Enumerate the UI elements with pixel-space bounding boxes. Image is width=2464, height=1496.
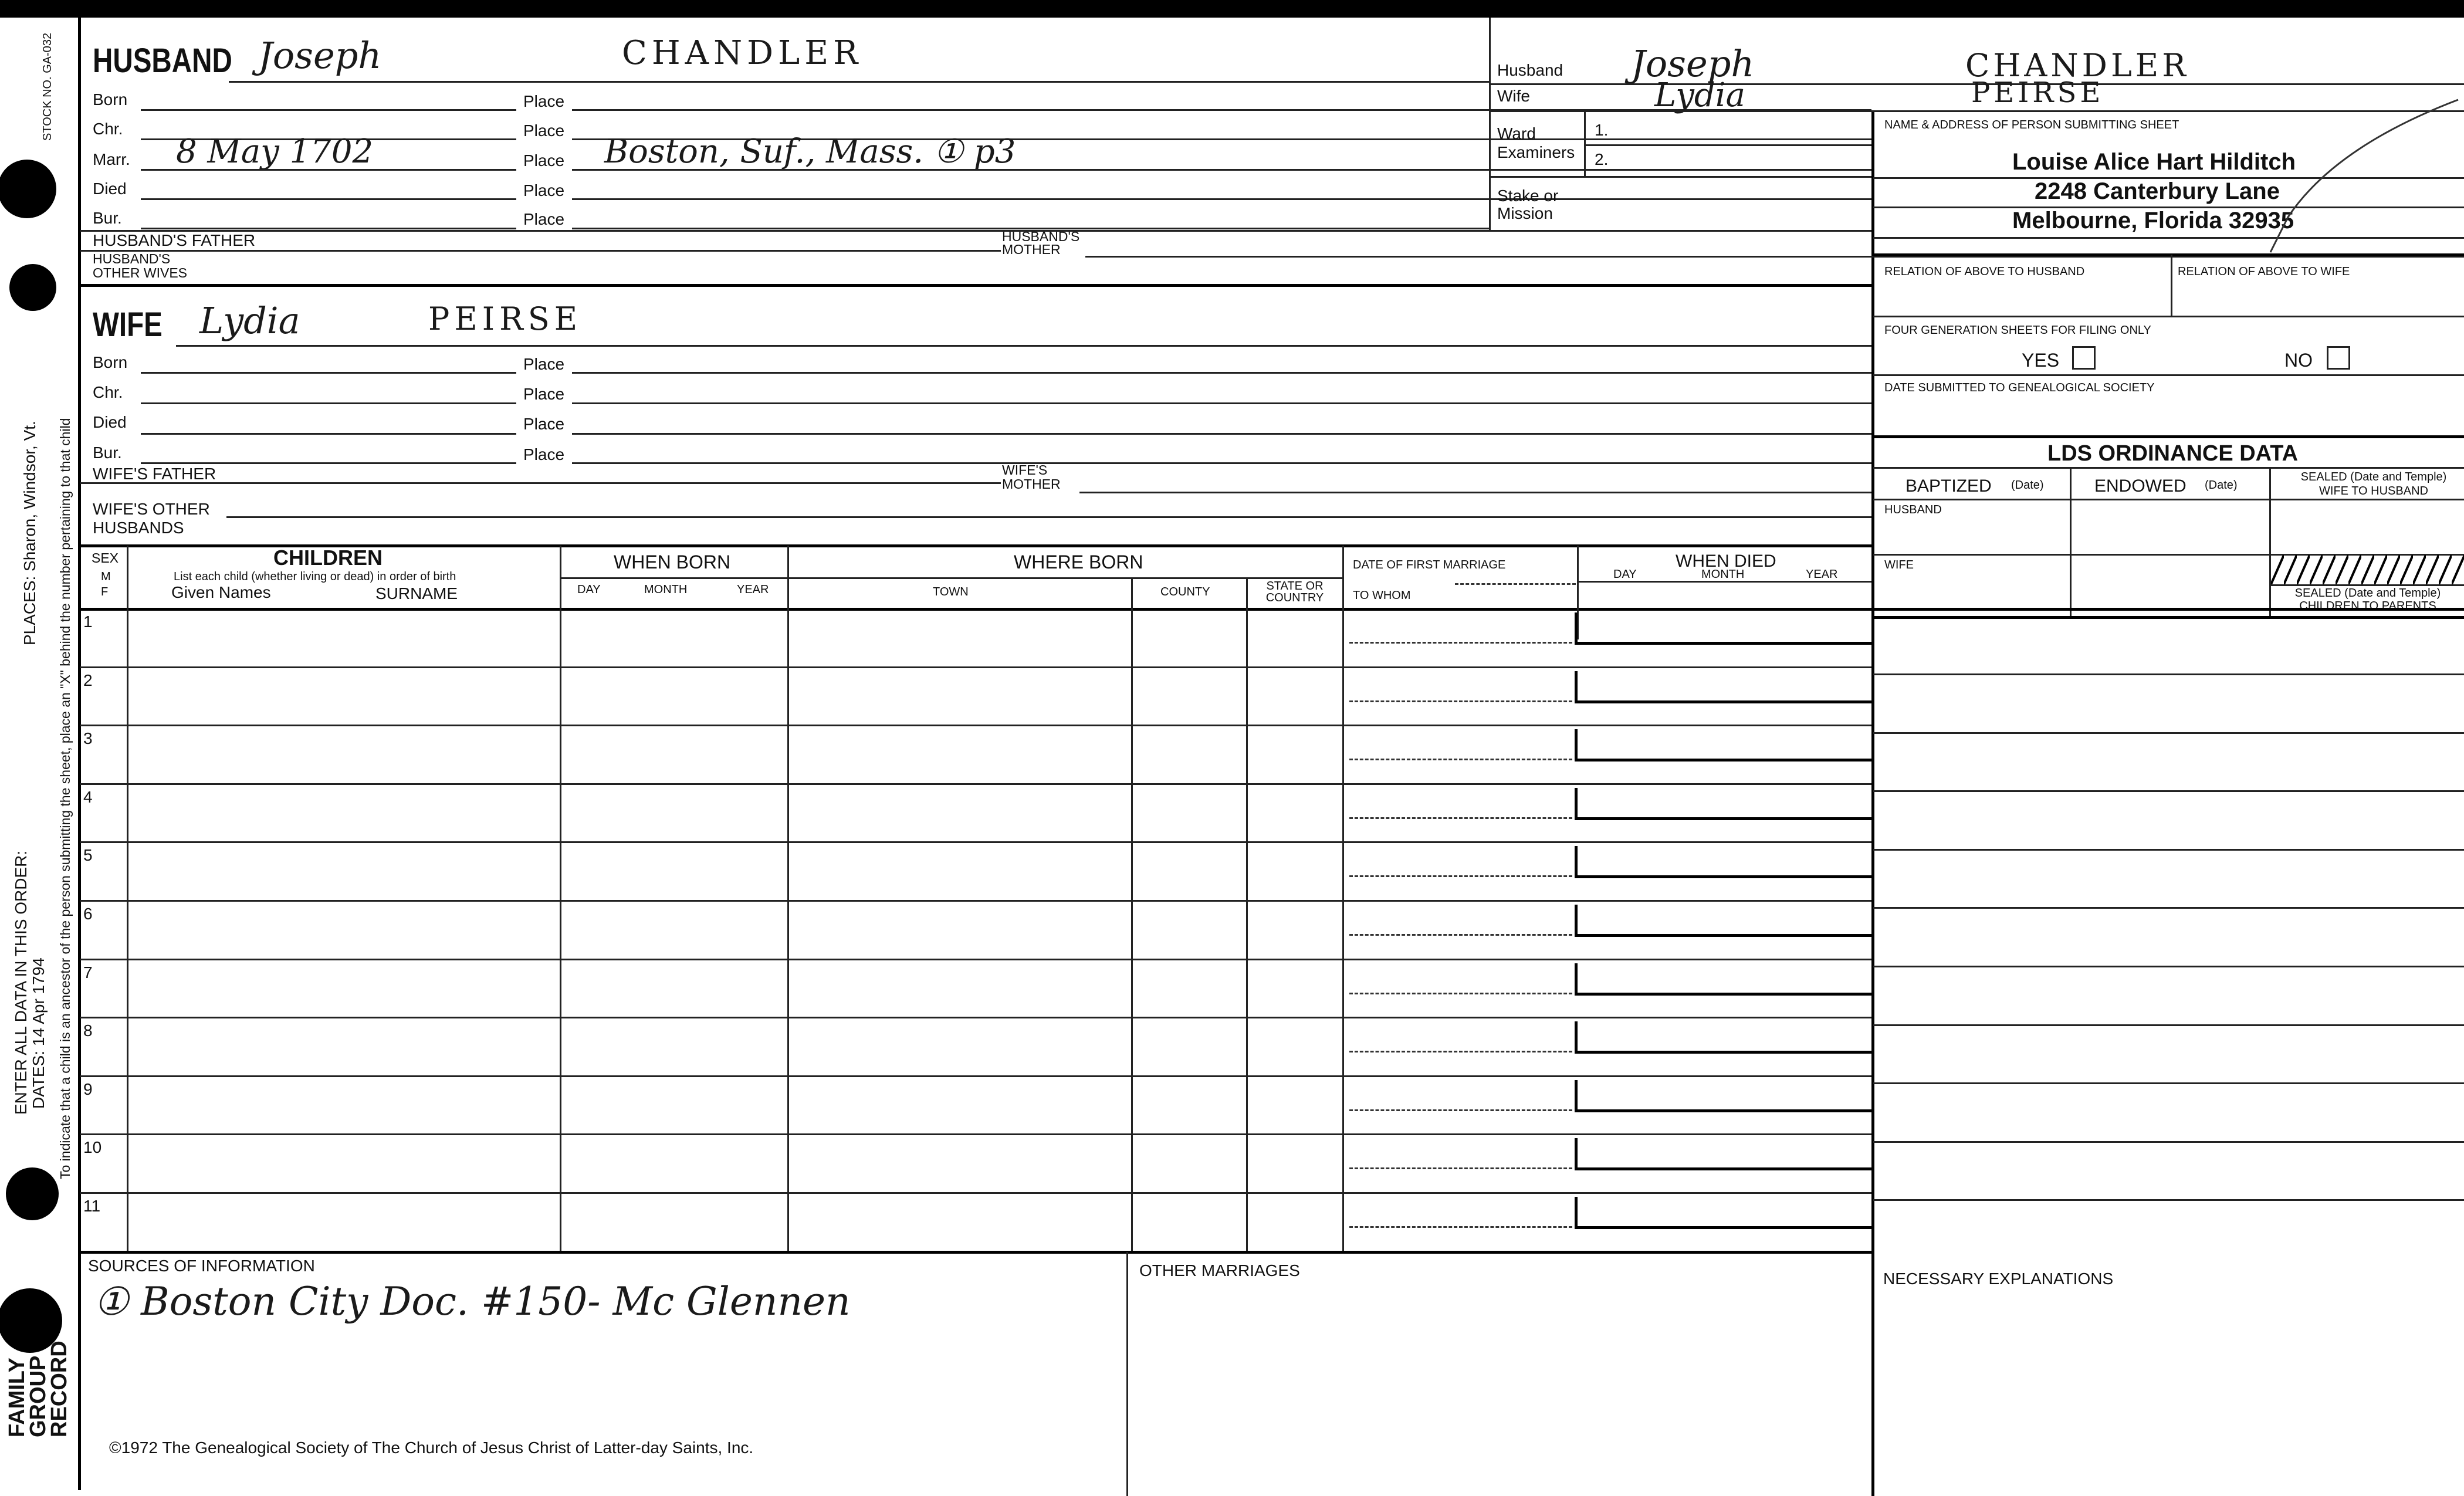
stock-number: STOCK NO. GA-032 — [41, 32, 54, 141]
lds-header-line — [1873, 499, 2464, 500]
table-row-separator — [80, 1017, 1871, 1018]
wife-chr-place-line[interactable] — [572, 402, 1871, 404]
where-born-county: COUNTY — [1160, 585, 1210, 598]
lds-row-line — [1873, 1024, 2464, 1026]
other-marriages-divider — [1126, 1252, 1128, 1496]
wife-other-husbands-line[interactable] — [226, 516, 1871, 518]
table-row-separator — [80, 841, 1871, 843]
form-left-border — [78, 18, 81, 1490]
when-died-box[interactable] — [1575, 612, 1874, 645]
header-wife-surname[interactable]: PEIRSE — [1971, 76, 2104, 109]
four-gen-yes-checkbox[interactable] — [2072, 346, 2096, 370]
record-title-family: FAMILY — [5, 1358, 29, 1437]
wife-surname[interactable]: PEIRSE — [428, 300, 583, 337]
table-row[interactable] — [128, 1078, 1336, 1132]
when-died-box[interactable] — [1575, 905, 1874, 937]
wife-born-place-label: Place — [523, 355, 565, 373]
wife-died-place-label: Place — [523, 415, 565, 433]
wife-bur-place-label: Place — [523, 445, 565, 463]
wife-mother-line[interactable] — [1079, 492, 1871, 493]
wife-born-label: Born — [93, 353, 128, 371]
table-row-separator — [80, 725, 1871, 726]
marriage-dash-line — [1349, 1167, 1572, 1169]
table-row[interactable] — [128, 1194, 1336, 1248]
marriage-dash-line — [1349, 1226, 1572, 1228]
when-died-month: MONTH — [1701, 568, 1745, 581]
wife-name-line — [176, 345, 1871, 347]
relation-husband-label: RELATION OF ABOVE TO HUSBAND — [1884, 265, 2085, 278]
where-born-sub-line — [787, 577, 1343, 579]
table-row-number: 6 — [83, 905, 93, 923]
lds-row-line — [1873, 673, 2464, 675]
lds-hatched-cell — [2271, 555, 2464, 584]
husband-marr-label: Marr. — [93, 150, 130, 168]
lds-baptized-label: BAPTIZED — [1905, 476, 1992, 496]
when-born-day: DAY — [577, 583, 601, 596]
table-row-separator — [80, 1192, 1871, 1194]
husband-bur-place-label: Place — [523, 210, 565, 228]
table-row-number: 1 — [83, 612, 93, 631]
children-title: CHILDREN — [273, 546, 383, 570]
header-wife-label: Wife — [1497, 87, 1530, 105]
record-title-record: RECORD — [47, 1341, 72, 1437]
wife-mother-label-1: WIFE'S — [1002, 462, 1048, 478]
husband-other-wives-1: HUSBAND'S — [93, 251, 171, 266]
punch-hole — [0, 160, 56, 218]
table-row-number: 9 — [83, 1080, 93, 1098]
where-born-town: TOWN — [933, 585, 969, 598]
table-row-separator — [80, 1075, 1871, 1077]
husband-bur-line[interactable] — [141, 228, 516, 229]
lds-row-line — [1873, 907, 2464, 909]
lds-row-line — [1873, 1141, 2464, 1143]
col-state-divider — [1342, 546, 1344, 1251]
when-died-day: DAY — [1613, 568, 1637, 581]
wife-chr-line[interactable] — [141, 402, 516, 404]
children-sex-m: M — [101, 570, 111, 583]
header-husband-label: Husband — [1497, 61, 1563, 79]
four-gen-label: FOUR GENERATION SHEETS FOR FILING ONLY — [1884, 324, 2151, 337]
lds-row-line — [1873, 849, 2464, 851]
pen-stroke-mark — [2265, 76, 2464, 264]
husband-bur-label: Bur. — [93, 209, 122, 227]
wife-bur-place-line[interactable] — [572, 462, 1871, 464]
when-died-box[interactable] — [1575, 963, 1874, 996]
where-born-state-2: COUNTRY — [1265, 591, 1324, 604]
lds-sealed-wh-2: WIFE TO HUSBAND — [2319, 485, 2428, 497]
examiner-2: 2. — [1595, 150, 1609, 168]
lds-row-line — [1873, 790, 2464, 792]
when-died-box[interactable] — [1575, 846, 1874, 878]
husband-chr-label: Chr. — [93, 120, 123, 138]
table-row[interactable] — [128, 961, 1336, 1015]
header-husband-given[interactable]: Joseph — [1631, 42, 1755, 85]
wife-given-name[interactable]: Lydia — [199, 299, 300, 342]
wife-bur-line[interactable] — [141, 462, 516, 464]
table-row-separator — [80, 900, 1871, 902]
wife-father-label: WIFE'S FATHER — [93, 465, 216, 483]
husband-given-name[interactable]: Joseph — [258, 34, 382, 77]
lds-husband-label: HUSBAND — [1884, 503, 1942, 516]
marriage-dash-line — [1349, 1051, 1572, 1052]
wife-other-husbands-1: WIFE'S OTHER — [93, 500, 210, 518]
header-husband-surname[interactable]: CHANDLER — [1965, 47, 2189, 84]
husband-other-wives-2: OTHER WIVES — [93, 265, 188, 280]
husband-marr-place[interactable]: Boston, Suf., Mass. ① p3 — [604, 133, 1016, 171]
children-table-bottom — [80, 1251, 1871, 1254]
when-died-year: YEAR — [1806, 568, 1838, 581]
husband-surname[interactable]: CHANDLER — [622, 34, 863, 72]
dates-instruction: DATES: 14 Apr 1794 — [29, 957, 48, 1109]
header-wife-given[interactable]: Lydia — [1654, 76, 1745, 114]
marriage-dash-line — [1349, 642, 1572, 644]
wife-bur-label: Bur. — [93, 444, 122, 462]
table-row-number: 2 — [83, 671, 93, 689]
lds-wife-label: WIFE — [1884, 559, 1914, 571]
when-died-box[interactable] — [1575, 1080, 1874, 1112]
children-surname-label: SURNAME — [375, 584, 458, 603]
marriage-dash-line — [1349, 1109, 1572, 1111]
to-whom-label: TO WHOM — [1353, 589, 1411, 602]
lds-children-top — [1873, 616, 2464, 619]
table-row[interactable] — [128, 1136, 1336, 1190]
top-edge — [0, 0, 2464, 18]
four-gen-no-checkbox[interactable] — [2327, 346, 2350, 370]
entry-order-title: ENTER ALL DATA IN THIS ORDER: — [12, 850, 30, 1115]
lds-endowed-date: (Date) — [2205, 479, 2238, 492]
wife-label: WIFE — [93, 306, 163, 344]
ward-bottom — [1490, 176, 1871, 178]
husband-label: HUSBAND — [93, 42, 232, 80]
table-row[interactable] — [128, 844, 1336, 898]
husband-born-label: Born — [93, 90, 128, 109]
table-row-separator — [80, 959, 1871, 960]
children-sex-label: SEX — [92, 550, 119, 566]
first-marriage-label: DATE OF FIRST MARRIAGE — [1353, 559, 1506, 571]
husband-born-place-label: Place — [523, 92, 565, 110]
table-row-separator — [80, 1133, 1871, 1135]
lds-row-line — [1873, 1082, 2464, 1084]
husband-marr-date[interactable]: 8 May 1702 — [176, 133, 374, 171]
record-title-group: GROUP — [26, 1355, 50, 1437]
submitter-city[interactable]: Melbourne, Florida 32935 — [2012, 208, 2294, 233]
when-died-box[interactable] — [1575, 1021, 1874, 1054]
table-row-separator — [80, 783, 1871, 785]
when-died-line — [1578, 581, 1871, 583]
table-row-number: 3 — [83, 729, 93, 747]
relation-bottom — [1873, 316, 2464, 317]
husband-chr-place-label: Place — [523, 121, 565, 140]
when-born-label: WHEN BORN — [614, 551, 731, 573]
marriage-dash-line — [1349, 759, 1572, 760]
date-submitted-bottom — [1873, 435, 2464, 438]
marriage-dash-line — [1349, 700, 1572, 702]
lds-hatch-bottom — [2269, 584, 2464, 586]
when-born-year: YEAR — [737, 583, 769, 596]
relation-divider — [2171, 255, 2172, 316]
wife-father-line[interactable] — [80, 482, 1001, 484]
lds-sealed-wh-1: SEALED (Date and Temple) — [2300, 471, 2447, 483]
table-row-separator — [80, 666, 1871, 668]
first-marriage-dash — [1455, 583, 1576, 585]
submitter-street[interactable]: 2248 Canterbury Lane — [2035, 178, 2280, 204]
marriage-dash-line — [1349, 993, 1572, 994]
children-sex-f: F — [101, 585, 109, 598]
lds-sealed-cp-1: SEALED (Date and Temple) — [2294, 587, 2441, 600]
husband-marr-line[interactable] — [141, 169, 516, 171]
wife-died-line[interactable] — [141, 433, 516, 435]
husband-mother-label-1: HUSBAND'S — [1002, 229, 1080, 244]
when-died-box[interactable] — [1575, 788, 1874, 820]
lds-baptized-date: (Date) — [2011, 479, 2044, 492]
husband-died-label: Died — [93, 180, 127, 198]
lds-title: LDS ORDINANCE DATA — [2047, 441, 2299, 466]
table-row[interactable] — [128, 727, 1336, 781]
ward-divider — [1584, 111, 1586, 176]
examiner-1: 1. — [1595, 121, 1609, 139]
date-submitted-label: DATE SUBMITTED TO GENEALOGICAL SOCIETY — [1884, 381, 2155, 394]
husband-died-line[interactable] — [141, 198, 516, 200]
wife-chr-label: Chr. — [93, 383, 123, 401]
wife-died-place-line[interactable] — [572, 433, 1871, 435]
when-died-box[interactable] — [1575, 1197, 1874, 1229]
relation-wife-label: RELATION OF ABOVE TO WIFE — [2178, 265, 2350, 278]
children-subtitle: List each child (whether living or dead) in order of birth — [174, 570, 456, 583]
husband-marr-place-line[interactable] — [572, 169, 1871, 171]
husband-father-label: HUSBAND'S FATHER — [93, 231, 256, 249]
lds-row-line — [1873, 966, 2464, 967]
sources-label: SOURCES OF INFORMATION — [88, 1257, 315, 1275]
marriage-dash-line — [1349, 817, 1572, 819]
four-gen-no-label: NO — [2284, 350, 2313, 371]
husband-marr-place-label: Place — [523, 151, 565, 170]
wife-born-place-line[interactable] — [572, 372, 1871, 374]
husband-died-place-line[interactable] — [572, 198, 1871, 200]
examiner-line — [1584, 144, 1871, 146]
table-row-number: 8 — [83, 1021, 93, 1040]
husband-name-line — [229, 81, 1489, 83]
places-instruction: PLACES: Sharon, Windsor, Vt. — [21, 421, 39, 645]
when-born-month: MONTH — [644, 583, 688, 596]
table-row-number: 11 — [83, 1197, 101, 1215]
other-marriages-label: OTHER MARRIAGES — [1139, 1261, 1300, 1280]
lds-endowed-label: ENDOWED — [2094, 476, 2187, 496]
wife-born-line[interactable] — [141, 372, 516, 374]
marriage-dash-line — [1349, 875, 1572, 877]
wife-died-label: Died — [93, 413, 127, 431]
lds-title-line — [1873, 467, 2464, 469]
submitter-name[interactable]: Louise Alice Hart Hilditch — [2012, 149, 2296, 175]
table-row-number: 5 — [83, 846, 93, 864]
table-row-number: 7 — [83, 963, 93, 981]
punch-hole — [6, 1167, 59, 1220]
when-died-label: WHEN DIED — [1676, 551, 1776, 571]
table-row[interactable] — [128, 786, 1336, 840]
husband-died-place-label: Place — [523, 181, 565, 199]
lds-row-line — [1873, 1199, 2464, 1201]
explanations-label: NECESSARY EXPLANATIONS — [1883, 1270, 2114, 1288]
table-row-number: 10 — [83, 1138, 102, 1156]
punch-hole — [9, 264, 56, 311]
husband-section-bottom — [80, 284, 1871, 287]
lds-col-1 — [2070, 468, 2072, 616]
children-given-label: Given Names — [171, 583, 271, 601]
husband-header-bottom — [80, 230, 1871, 232]
copyright-text: ©1972 The Genealogical Society of The Church of Jesus Christ of Latter-day Saints, Inc. — [109, 1439, 754, 1457]
lds-sealed-cp-2: CHILDREN TO PARENTS — [2299, 600, 2436, 612]
wife-mother-label-2: MOTHER — [1002, 476, 1061, 492]
four-gen-yes-label: YES — [2022, 350, 2060, 371]
husband-born-line[interactable] — [141, 109, 516, 111]
when-died-box[interactable] — [1575, 729, 1874, 761]
lds-row-line — [1873, 732, 2464, 734]
ward-label: Ward — [1497, 124, 1536, 143]
lds-col-2 — [2269, 468, 2271, 616]
when-died-box[interactable] — [1575, 671, 1874, 703]
mission-label: Mission — [1497, 204, 1553, 222]
table-row[interactable] — [128, 902, 1336, 956]
wife-chr-place-label: Place — [523, 385, 565, 403]
table-row[interactable] — [128, 610, 1336, 664]
submitter-label: NAME & ADDRESS OF PERSON SUBMITTING SHEET — [1884, 119, 2179, 131]
table-row-number: 4 — [83, 788, 93, 806]
four-gen-bottom — [1873, 374, 2464, 376]
table-row[interactable] — [128, 1019, 1336, 1073]
ancestor-instruction: To indicate that a child is an ancestor of the person submitting the sheet, place an "X" behind the number pertaining to that child — [57, 418, 73, 1179]
husband-father-line[interactable] — [80, 250, 1001, 252]
husband-mother-label-2: MOTHER — [1002, 242, 1061, 257]
where-born-state-1: STATE OR — [1266, 580, 1324, 593]
examiners-label: Examiners — [1497, 143, 1575, 161]
where-born-label: WHERE BORN — [1014, 551, 1143, 573]
when-born-sub-line — [561, 577, 787, 579]
table-row[interactable] — [128, 669, 1336, 723]
wife-other-husbands-2: HUSBANDS — [93, 519, 184, 537]
sources-text[interactable]: ① Boston City Doc. #150- Mc Glennen — [94, 1279, 851, 1324]
when-died-box[interactable] — [1575, 1138, 1874, 1170]
stake-label: Stake or — [1497, 187, 1559, 205]
marriage-dash-line — [1349, 934, 1572, 936]
relation-top — [1873, 253, 2464, 256]
